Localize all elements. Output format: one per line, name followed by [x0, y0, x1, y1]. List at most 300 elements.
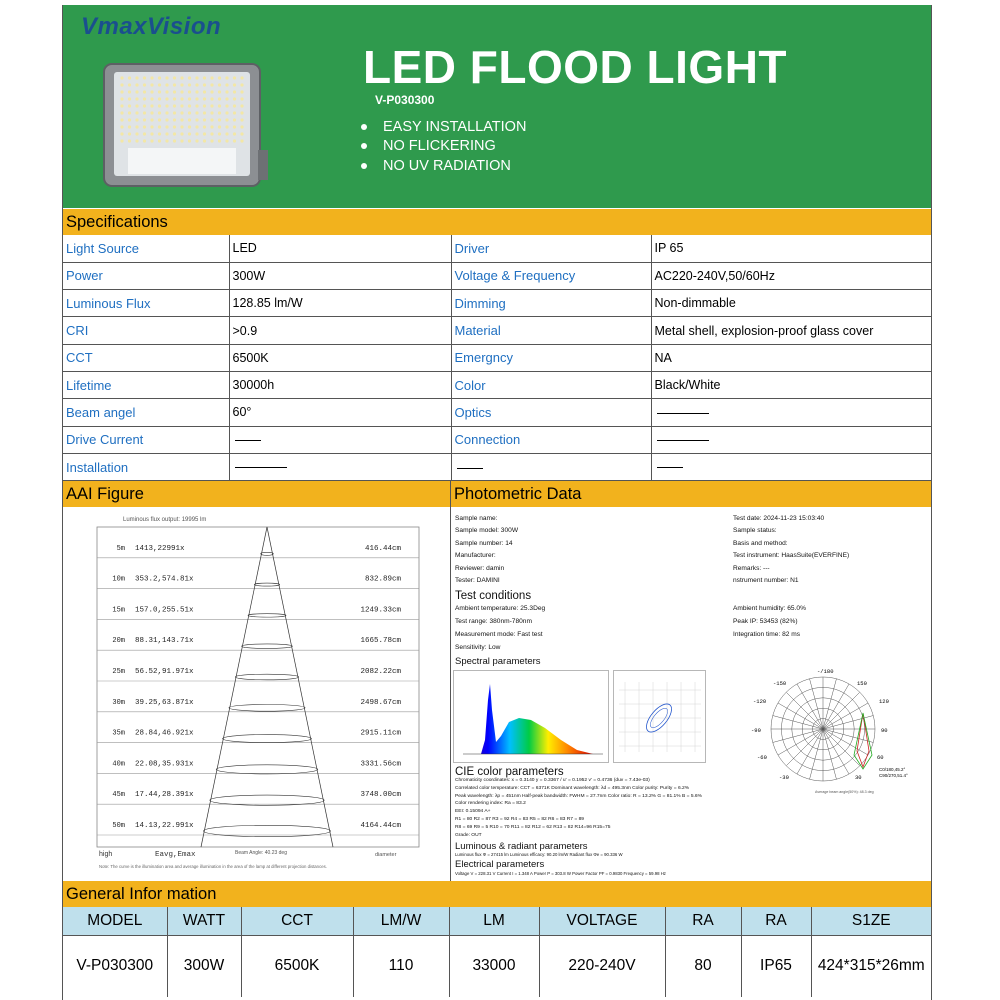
led-chip: [218, 97, 221, 100]
sample-info-line: Sample model: 300W: [455, 527, 519, 535]
aai-distance: 20m: [112, 637, 125, 646]
sample-info-line: Tester: DAMINI: [455, 577, 500, 584]
polar-spoke: [823, 692, 860, 729]
led-chip: [143, 125, 146, 128]
led-chip: [225, 83, 228, 86]
spec-value: [651, 399, 931, 426]
led-chip: [143, 90, 146, 93]
led-chip: [188, 111, 191, 114]
polar-angle-label: 30: [855, 774, 862, 781]
aai-distance: 35m: [112, 729, 125, 738]
feature-item: [361, 117, 526, 137]
led-chip: [158, 118, 161, 121]
led-chip: [218, 139, 221, 142]
led-chip: [135, 111, 138, 114]
led-chip: [128, 83, 131, 86]
polar-spoke: [786, 729, 823, 766]
led-chip: [233, 90, 236, 93]
led-chip: [195, 104, 198, 107]
condition-line: Ambient humidity: 65.0%: [733, 605, 806, 612]
led-chip: [225, 76, 228, 79]
led-chip: [173, 118, 176, 121]
electrical-line: Voltage V = 228.31 V Current I = 1.348 A Power P = 303.8 W Power Factor PF = 0.9830 Frequency = 59.98 Hz: [455, 871, 666, 876]
spec-row: [63, 290, 931, 317]
general-value-cell: 424*315*26mm: [817, 957, 925, 975]
spec-value: Non-dimmable: [651, 290, 931, 317]
spectral-charts: [453, 670, 773, 766]
led-chip: [135, 90, 138, 93]
aai-foot-high: high: [99, 851, 113, 858]
spec-row: [63, 453, 931, 480]
led-chip: [158, 125, 161, 128]
led-chip: [188, 118, 191, 121]
aai-foot-e: Eavg,Emax: [155, 851, 196, 859]
specifications-table: [63, 235, 931, 481]
led-chip: [128, 104, 131, 107]
led-chip: [143, 76, 146, 79]
spec-value: 60°: [229, 399, 451, 426]
general-value-cell: 110: [353, 935, 449, 997]
general-header-cell: RA: [741, 907, 811, 935]
led-chip: [158, 90, 161, 93]
general-value-cell: IP65: [741, 935, 811, 997]
sample-info-line: Reviewer: damin: [455, 564, 505, 572]
led-chip: [240, 139, 243, 142]
led-chip: [150, 132, 153, 135]
test-conditions-heading: Test conditions: [455, 590, 532, 602]
photometric-panel: [451, 507, 931, 881]
led-chip: [173, 76, 176, 79]
polar-angle-label: 150: [857, 680, 867, 687]
led-chip: [150, 125, 153, 128]
test-info-line: Test date: 2024-11-23 15:03:40: [733, 515, 825, 522]
led-chip: [233, 118, 236, 121]
led-chip: [218, 83, 221, 86]
test-info-line: Test instrument: HaasSuite(EVERFINE): [733, 552, 850, 560]
led-chip: [180, 111, 183, 114]
polar-angle-label: 120: [879, 698, 889, 705]
general-header-cell: WATT: [167, 907, 241, 935]
led-chip: [203, 139, 206, 142]
led-chip: [120, 104, 123, 107]
led-chip: [173, 83, 176, 86]
blank-line: [457, 468, 483, 469]
polar-angle-label: -90: [751, 727, 761, 734]
led-chip: [150, 83, 153, 86]
led-chip: [150, 90, 153, 93]
polar-angle-label: 90: [881, 727, 888, 734]
polar-angle-label: -/180: [817, 668, 834, 675]
led-chip: [128, 90, 131, 93]
led-chip: [233, 125, 236, 128]
led-chip: [135, 125, 138, 128]
header-banner: [63, 5, 931, 208]
aai-distance: 15m: [112, 606, 125, 615]
polar-spoke: [778, 703, 823, 729]
spec-key: Light Source: [63, 235, 229, 262]
aai-illuminance: 88.31,143.71x: [135, 637, 194, 646]
aai-flux-label: Luminous flux output: 19995 lm: [123, 517, 207, 523]
sample-info-line: Sample name:: [455, 515, 498, 522]
led-chip: [225, 132, 228, 135]
aai-illuminance: 56.52,91.971x: [135, 668, 194, 676]
aai-diameter: 2082.22cm: [360, 668, 401, 676]
led-chip: [195, 83, 198, 86]
section-header-photometric: Photometric Data: [451, 481, 931, 507]
spec-row: [63, 344, 931, 371]
led-chip: [203, 118, 206, 121]
led-chip: [120, 111, 123, 114]
led-chip: [195, 90, 198, 93]
general-header-cell: MODEL: [63, 907, 167, 935]
page-title: LED FLOOD LIGHT: [363, 41, 788, 93]
led-chip: [195, 97, 198, 100]
model-code: V-P030300: [375, 93, 435, 107]
led-chip: [173, 104, 176, 107]
led-chip: [128, 125, 131, 128]
brand-text: VmaxVision: [81, 13, 222, 40]
led-chip: [150, 139, 153, 142]
led-chip: [203, 125, 206, 128]
led-chip: [180, 97, 183, 100]
led-chip: [195, 111, 198, 114]
led-chip: [218, 125, 221, 128]
condition-line: Peak IP: 53453 (82%): [733, 618, 798, 625]
led-chip: [173, 97, 176, 100]
section-header-aai: AAI Figure: [63, 481, 451, 507]
electrical-heading: Electrical parameters: [455, 859, 545, 870]
spec-value: IP 65: [651, 235, 931, 262]
led-chip: [165, 104, 168, 107]
led-chip: [135, 104, 138, 107]
led-chip: [128, 111, 131, 114]
luminous-heading: Luminous & radiant parameters: [455, 841, 588, 852]
led-chip: [173, 111, 176, 114]
led-chip: [218, 118, 221, 121]
spec-key: Connection: [451, 426, 651, 453]
led-chip: [218, 111, 221, 114]
spec-value: [229, 453, 451, 480]
led-chip: [120, 97, 123, 100]
general-header-cell: RA: [665, 907, 741, 935]
led-chip: [158, 132, 161, 135]
aai-diameter: 832.89cm: [364, 575, 401, 584]
led-chip: [135, 76, 138, 79]
general-value-cell: V-P030300: [63, 935, 167, 997]
blank-line: [235, 467, 287, 468]
spec-key: Driver: [451, 235, 651, 262]
polar-legend-c0: C0/180,45.2°: [879, 767, 906, 772]
spec-value: [651, 453, 931, 480]
led-chip: [120, 118, 123, 121]
led-chip: [158, 139, 161, 142]
led-chip: [240, 125, 243, 128]
spec-value: [229, 426, 451, 453]
polar-angle-label: -30: [779, 774, 789, 781]
cie-line: R8 = 69 R9 = 5 R10 = 70 R11 = 82 R12 = 62 R13 = 82 R14=96 R15=75: [455, 824, 611, 830]
spec-value: 6500K: [229, 344, 451, 371]
led-chip: [173, 139, 176, 142]
led-chip: [210, 125, 213, 128]
aai-distance: 10m: [112, 575, 125, 584]
led-chip: [203, 104, 206, 107]
led-chip: [240, 83, 243, 86]
led-chip: [180, 83, 183, 86]
polar-angle-label: -60: [757, 754, 767, 761]
led-chip: [173, 125, 176, 128]
spec-key: Beam angel: [63, 399, 229, 426]
led-chip: [210, 111, 213, 114]
aai-distance: 45m: [112, 791, 125, 800]
spec-key: Voltage & Frequency: [451, 262, 651, 289]
led-chip: [240, 76, 243, 79]
aai-distance: 50m: [112, 822, 125, 830]
led-chip: [158, 83, 161, 86]
polar-spoke: [797, 729, 823, 774]
led-chip: [218, 132, 221, 135]
led-chip: [165, 118, 168, 121]
spectral-heading: Spectral parameters: [455, 656, 541, 667]
polar-spoke: [778, 729, 823, 755]
polar-angle-label: -120: [753, 698, 767, 705]
led-chip: [210, 83, 213, 86]
polar-spoke: [773, 716, 823, 729]
aai-note: Note: The curve is the illumination area and average illumination in the area of the lamp at different projection distances.: [99, 864, 327, 869]
aai-illuminance: 22.08,35.931x: [135, 760, 194, 769]
bullet-icon: [361, 163, 367, 169]
aai-diameter: 2915.11cm: [360, 729, 401, 738]
led-chip: [120, 139, 123, 142]
datasheet: [62, 5, 932, 1000]
polar-angle-label: 60: [877, 754, 884, 761]
general-value-cell: 220-240V: [539, 935, 665, 997]
section-header-general: General Infor mation: [63, 881, 931, 907]
led-chip: [165, 139, 168, 142]
general-header-cell: VOLTAGE: [539, 907, 665, 935]
led-chip: [150, 118, 153, 121]
led-chip: [135, 139, 138, 142]
aai-illuminance: 14.13,22.991x: [135, 822, 194, 830]
led-chip: [225, 111, 228, 114]
led-chip: [210, 90, 213, 93]
led-chip: [225, 104, 228, 107]
bullet-icon: [361, 124, 367, 130]
spec-row: [63, 371, 931, 398]
spec-key: Material: [451, 317, 651, 344]
led-chip: [195, 139, 198, 142]
spec-key: Luminous Flux: [63, 290, 229, 317]
condition-line: Ambient temperature: 25.3Deg: [455, 605, 546, 612]
feature-text: NO FLICKERING: [383, 138, 496, 155]
led-chip: [240, 132, 243, 135]
cie-line: EEI: 0.15094 A+: [455, 809, 491, 815]
led-chip: [225, 118, 228, 121]
cie-line: Correlated color temperature: CCT = 6371K Dominant wavelength: λd = 495.3nm Color purity: Purity = 6.2%: [455, 785, 690, 791]
aai-distance: 5m: [116, 544, 125, 553]
aai-diagram: [63, 507, 451, 881]
led-chip: [173, 132, 176, 135]
condition-line: Integration time: 82 ms: [733, 631, 801, 638]
spec-value: >0.9: [229, 317, 451, 344]
spec-row: [63, 399, 931, 426]
led-chip: [188, 97, 191, 100]
led-chip: [143, 104, 146, 107]
cie-line: Color rendering index: Ra = 83.2: [455, 801, 526, 807]
general-header-cell: CCT: [241, 907, 353, 935]
led-chip: [218, 90, 221, 93]
blank-line: [657, 413, 709, 414]
polar-spoke: [810, 679, 823, 729]
spec-value: [651, 426, 931, 453]
led-chip: [240, 90, 243, 93]
spec-value: NA: [651, 344, 931, 371]
led-chip: [150, 104, 153, 107]
led-chip: [135, 83, 138, 86]
led-chip: [233, 76, 236, 79]
spec-key: Lifetime: [63, 371, 229, 398]
led-chip: [120, 90, 123, 93]
general-value-cell: 300W: [167, 935, 241, 997]
aai-illuminance: 28.84,46.921x: [135, 729, 194, 738]
polar-spoke: [823, 729, 836, 779]
brand-logo: [81, 13, 221, 41]
section-header-specifications: Specifications: [63, 209, 931, 235]
spec-row: [63, 262, 931, 289]
spec-key: Dimming: [451, 290, 651, 317]
feature-item: [361, 156, 526, 176]
led-chip: [233, 97, 236, 100]
aai-illuminance: 157.0,255.51x: [135, 606, 194, 615]
led-chip: [143, 83, 146, 86]
spec-key: Color: [451, 371, 651, 398]
spec-value: LED: [229, 235, 451, 262]
spec-value: 300W: [229, 262, 451, 289]
feature-text: EASY INSTALLATION: [383, 118, 527, 135]
spec-value: Metal shell, explosion-proof glass cover: [651, 317, 931, 344]
led-chip: [195, 125, 198, 128]
spec-key: [451, 453, 651, 480]
led-chip: [165, 83, 168, 86]
led-chip: [188, 139, 191, 142]
led-chip: [210, 139, 213, 142]
polar-spoke: [823, 729, 868, 755]
led-chip: [210, 76, 213, 79]
led-chip: [225, 97, 228, 100]
led-chip: [233, 111, 236, 114]
led-chip: [188, 83, 191, 86]
polar-spoke: [823, 679, 836, 729]
general-header-cell: S1ZE: [811, 907, 931, 935]
spec-key: Emergncy: [451, 344, 651, 371]
led-chip: [180, 76, 183, 79]
led-chip: [203, 132, 206, 135]
led-chip: [210, 104, 213, 107]
led-chip: [143, 139, 146, 142]
luminous-line: Luminous flux Φ = 27415 lm Luminous efficacy: 90.20 lm/W Radiant flux Φe = 90.336 W: [455, 852, 623, 857]
led-chip: [143, 97, 146, 100]
aai-diameter: 1665.78cm: [360, 637, 401, 646]
led-chip: [240, 118, 243, 121]
aai-distance: 25m: [112, 668, 125, 676]
cie-line: Peak wavelength: λp = 451nm Half-peak bandwidth: FWHM = 27.7nm Color ratio: R = 13.2% G = 81.1% B = 5.6%: [455, 793, 702, 799]
led-chip: [150, 76, 153, 79]
led-chip: [195, 118, 198, 121]
polar-legend-c90: C90/270,51.4°: [879, 773, 908, 778]
cie-line: Chromaticity coordinates: x = 0.3140 y = 0.3367 / u' = 0.1952 v' = 0.4736 (duv = 7.43e-03): [455, 778, 650, 783]
led-chip: [165, 125, 168, 128]
led-chip: [120, 83, 123, 86]
led-chip: [210, 118, 213, 121]
feature-text: NO UV RADIATION: [383, 157, 511, 174]
feature-item: [361, 137, 526, 157]
led-chip: [158, 76, 161, 79]
spec-value: 30000h: [229, 371, 451, 398]
led-chip: [143, 118, 146, 121]
led-chip: [128, 118, 131, 121]
led-chip: [158, 111, 161, 114]
led-chip: [195, 132, 198, 135]
led-chip: [143, 132, 146, 135]
spec-row: [63, 426, 931, 453]
led-chip: [188, 104, 191, 107]
spec-value: 128.85 lm/W: [229, 290, 451, 317]
polar-spoke: [810, 729, 823, 779]
cie-line: R1 = 80 R2 = 87 R3 = 92 R4 = 83 R5 = 82 R6 = 83 R7 = 89: [455, 817, 585, 822]
general-value-cell: 80: [665, 935, 741, 997]
led-chip: [233, 139, 236, 142]
led-chip: [173, 90, 176, 93]
aai-distance: 40m: [112, 760, 125, 769]
aai-illuminance: 353.2,574.81x: [135, 575, 194, 584]
led-chip: [120, 76, 123, 79]
led-chip: [180, 104, 183, 107]
led-chip: [218, 104, 221, 107]
led-chip: [203, 76, 206, 79]
led-chip: [150, 97, 153, 100]
led-chip: [225, 125, 228, 128]
blank-line: [657, 440, 709, 441]
led-chip: [195, 76, 198, 79]
flood-light-image: [98, 60, 273, 195]
spec-row: [63, 235, 931, 262]
sample-info-line: Sample number: 14: [455, 539, 513, 547]
led-chip: [225, 90, 228, 93]
spec-value: Black/White: [651, 371, 931, 398]
polar-spoke: [823, 729, 849, 774]
aai-foot-beam: Beam Angle: 40.23 deg: [235, 850, 287, 856]
polar-spoke: [786, 692, 823, 729]
polar-diagram: [751, 655, 929, 801]
aai-figure: [63, 507, 451, 881]
led-chip: [240, 97, 243, 100]
polar-spoke: [823, 729, 860, 766]
aai-illuminance: 1413,22991x: [135, 544, 185, 553]
spec-key: Power: [63, 262, 229, 289]
aai-distance: 30m: [112, 698, 125, 707]
led-chip: [188, 125, 191, 128]
led-chip: [233, 104, 236, 107]
spec-key: CCT: [63, 344, 229, 371]
led-chip: [120, 132, 123, 135]
led-chip: [165, 132, 168, 135]
led-chip: [203, 97, 206, 100]
aai-diameter: 416.44cm: [364, 544, 401, 553]
led-chip: [233, 132, 236, 135]
led-chip: [210, 132, 213, 135]
led-chip: [233, 83, 236, 86]
aai-foot-diameter: diameter: [375, 852, 397, 858]
led-chip: [225, 139, 228, 142]
